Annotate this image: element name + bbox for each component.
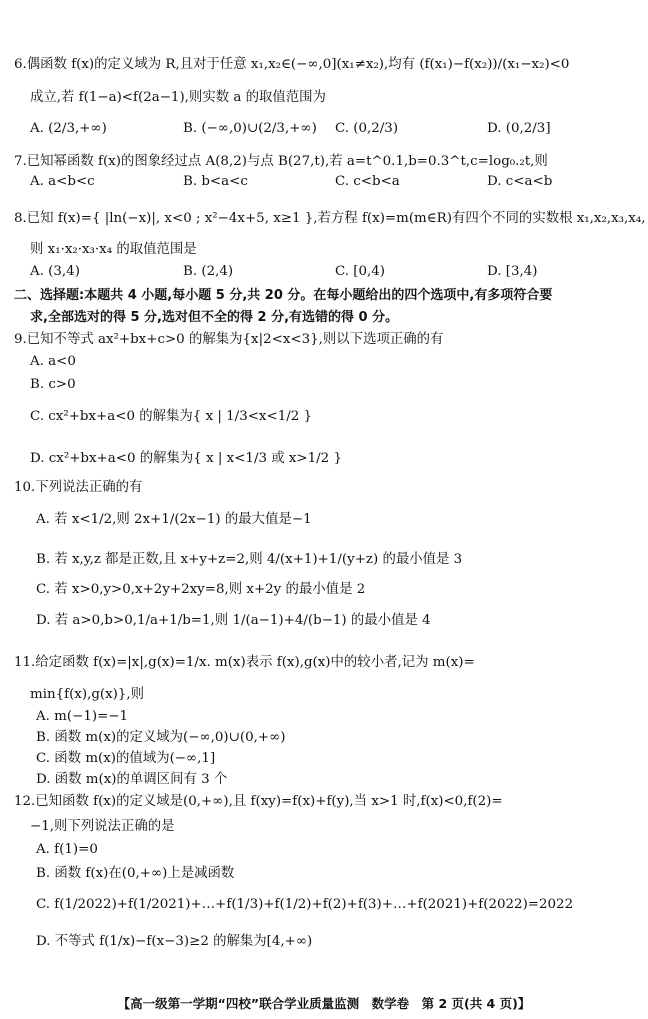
text-line: 成立,若 f(1−a)<f(2a−1),则实数 a 的取值范围为	[30, 90, 326, 105]
text-line: 12.已知函数 f(x)的定义域是(0,+∞),且 f(xy)=f(x)+f(y),当 x>1 时,f(x)<0,f(2)=	[14, 794, 503, 809]
choice-option: B. (2,4)	[183, 264, 234, 279]
text-line: 求,全部选对的得 5 分,选对但不全的得 2 分,有选错的得 0 分。	[30, 310, 399, 325]
choice-option: C. (0,2/3)	[335, 121, 399, 136]
text-line: 8.已知 f(x)={ |ln(−x)|, x<0 ; x²−4x+5, x≥1 },若方程 f(x)=m(m∈R)有四个不同的实数根 x₁,x₂,x₃,x₄,	[14, 211, 646, 226]
text-line: B. 若 x,y,z 都是正数,且 x+y+z=2,则 4/(x+1)+1/(y+z) 的最小值是 3	[36, 552, 463, 567]
text-line: A. f(1)=0	[36, 842, 98, 857]
text-line: 二、选择题:本题共 4 小题,每小题 5 分,共 20 分。在每小题给出的四个选项中,有多项符合要	[14, 288, 553, 303]
text-line: 7.已知幂函数 f(x)的图象经过点 A(8,2)与点 B(27,t),若 a=t^0.1,b=0.3^t,c=log₀.₂t,则	[14, 154, 548, 169]
text-line: A. a<0	[30, 354, 76, 369]
text-line: 6.偶函数 f(x)的定义域为 R,且对于任意 x₁,x₂∈(−∞,0](x₁≠x₂),均有 (f(x₁)−f(x₂))/(x₁−x₂)<0	[14, 57, 570, 72]
text-line: B. 函数 f(x)在(0,+∞)上是减函数	[36, 866, 235, 881]
choice-option: D. (0,2/3]	[487, 121, 551, 136]
text-line: 10.下列说法正确的有	[14, 480, 143, 495]
text-line: C. f(1/2022)+f(1/2021)+…+f(1/3)+f(1/2)+f(2)+f(3)+…+f(2021)+f(2022)=2022	[36, 897, 574, 912]
text-line: D. 函数 m(x)的单调区间有 3 个	[36, 772, 228, 787]
text-line: D. 不等式 f(1/x)−f(x−3)≥2 的解集为[4,+∞)	[36, 934, 313, 949]
text-line: B. c>0	[30, 377, 76, 392]
choice-option: A. a<b<c	[30, 174, 95, 189]
text-line: B. 函数 m(x)的定义域为(−∞,0)∪(0,+∞)	[36, 730, 286, 745]
choice-option: C. [0,4)	[335, 264, 386, 279]
text-line: C. 函数 m(x)的值域为(−∞,1]	[36, 751, 216, 766]
text-line: D. 若 a>0,b>0,1/a+1/b=1,则 1/(a−1)+4/(b−1) 的最小值是 4	[36, 613, 431, 628]
text-line: A. 若 x<1/2,则 2x+1/(2x−1) 的最大值是−1	[36, 512, 312, 527]
choice-option: B. (−∞,0)∪(2/3,+∞)	[183, 121, 317, 136]
choice-option: B. b<a<c	[183, 174, 248, 189]
text-line: 则 x₁·x₂·x₃·x₄ 的取值范围是	[30, 242, 197, 257]
text-line: 11.给定函数 f(x)=|x|,g(x)=1/x. m(x)表示 f(x),g(x)中的较小者,记为 m(x)=	[14, 655, 475, 670]
choice-option: D. [3,4)	[487, 264, 538, 279]
choice-option: C. c<b<a	[335, 174, 400, 189]
text-line: C. 若 x>0,y>0,x+2y+2xy=8,则 x+2y 的最小值是 2	[36, 582, 366, 597]
text-line: A. m(−1)=−1	[36, 709, 129, 724]
text-line: C. cx²+bx+a<0 的解集为{ x | 1/3<x<1/2 }	[30, 409, 313, 424]
page-footer: 【高一级第一学期“四校”联合学业质量监测 数学卷 第 2 页(共 4 页)】	[117, 996, 531, 1011]
choice-option: A. (2/3,+∞)	[30, 121, 107, 136]
text-line: −1,则下列说法正确的是	[30, 819, 175, 834]
text-line: D. cx²+bx+a<0 的解集为{ x | x<1/3 或 x>1/2 }	[30, 451, 342, 466]
text-line: min{f(x),g(x)},则	[30, 687, 145, 702]
choice-option: D. c<a<b	[487, 174, 553, 189]
text-line: 9.已知不等式 ax²+bx+c>0 的解集为{x|2<x<3},则以下选项正确的有	[14, 332, 444, 347]
choice-option: A. (3,4)	[30, 264, 80, 279]
